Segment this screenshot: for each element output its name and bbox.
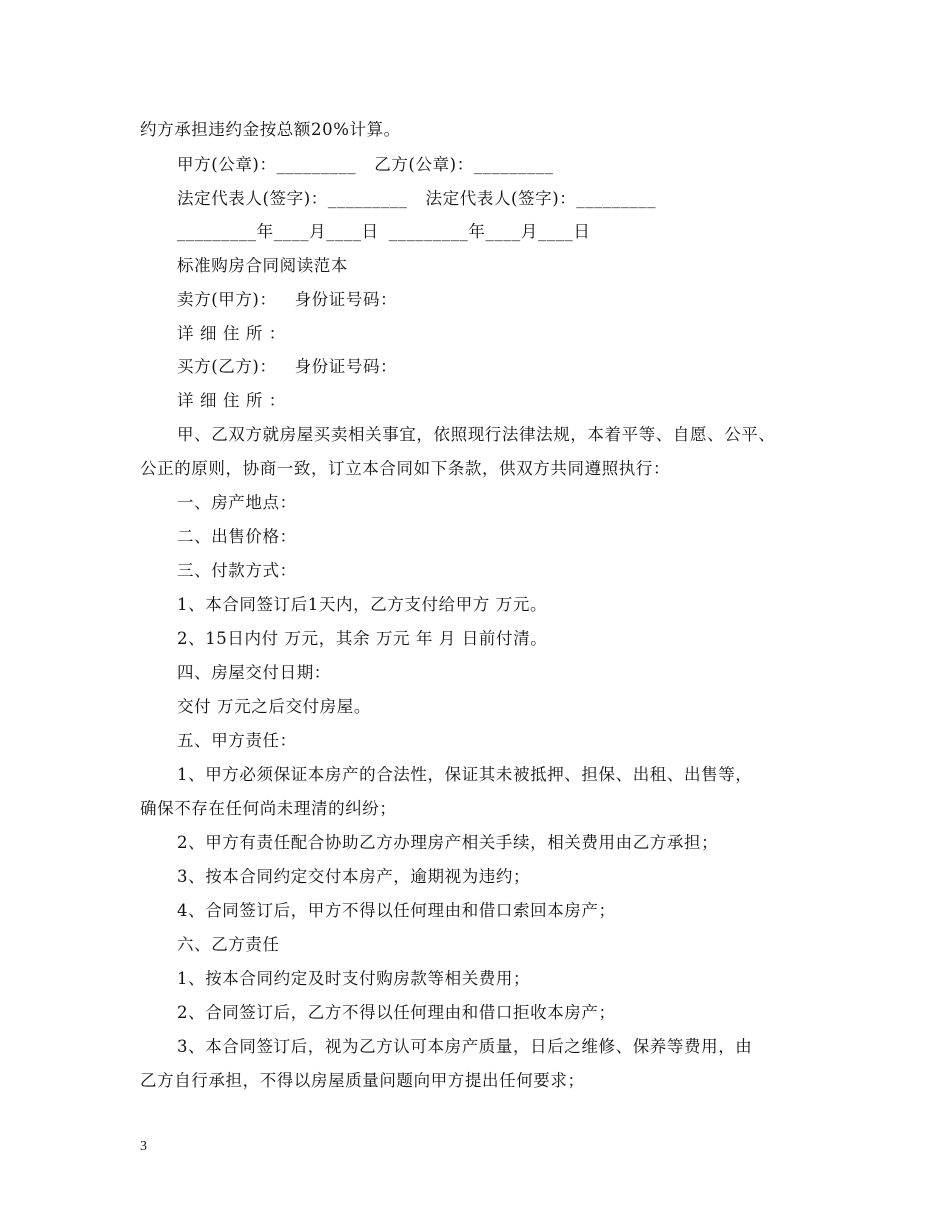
text-line: 公正的原则，协商一致，订立本合同如下条款，供双方共同遵照执行：: [140, 459, 671, 478]
seller-address: 详 细 住 所 ：: [177, 324, 286, 343]
text-line: 1、本合同签订后1天内，乙方支付给甲方 万元。: [177, 595, 548, 614]
text-line: 1、按本合同约定及时支付购房款等相关费用；: [177, 969, 531, 988]
text-line: 2、甲方有责任配合协助乙方办理房产相关手续，相关费用由乙方承担；: [177, 833, 719, 852]
page-number: 3: [140, 1139, 147, 1154]
party-b-representative: 法定代表人(签字)：_________: [425, 189, 657, 208]
party-b-seal: 乙方(公章)：_________: [374, 155, 554, 174]
text-line: 交付 万元之后交付房屋。: [177, 697, 371, 716]
party-a-date: _________年____月____日: [177, 222, 379, 241]
signature-line-seal: [177, 155, 553, 175]
seller-label: 卖方(甲方)：: [177, 290, 277, 309]
section-heading: 五、甲方责任：: [177, 731, 297, 750]
party-b-date: _________年____月____日: [388, 222, 591, 241]
text-line: 2、15日内付 万元，其余 万元 年 月 日前付清。: [177, 629, 548, 648]
section-heading: 二、出售价格：: [177, 527, 297, 546]
party-a-representative: 法定代表人(签字)：_________: [177, 189, 408, 208]
text-line: 3、按本合同约定交付本房产，逾期视为违约；: [177, 867, 531, 886]
section-heading: 一、房产地点：: [177, 493, 297, 512]
party-a-seal: 甲方(公章)：_________: [177, 155, 357, 174]
text-line: 甲、乙双方就房屋买卖相关事宜，依照现行法律法规，本着平等、自愿、公平、: [177, 425, 776, 444]
section-heading: 四、房屋交付日期：: [177, 663, 331, 682]
text-line: 2、合同签订后，乙方不得以任何理由和借口拒收本房产；: [177, 1003, 616, 1022]
seller-id-label: 身份证号码：: [294, 290, 398, 309]
text-line: 1、甲方必须保证本房产的合法性，保证其未被抵押、担保、出租、出售等，: [177, 765, 753, 784]
text-line: 4、合同签订后，甲方不得以任何理由和借口索回本房产；: [177, 901, 616, 920]
section-heading: 六、乙方责任: [177, 935, 280, 954]
text-line: 确保不存在任何尚未理清的纠纷；: [140, 799, 397, 818]
text-line: 约方承担违约金按总额20%计算。: [140, 120, 401, 139]
buyer-id-label: 身份证号码：: [294, 357, 398, 376]
seller-line: [177, 290, 397, 310]
contract-title: 标准购房合同阅读范本: [177, 256, 348, 275]
text-line: 3、本合同签订后，视为乙方认可本房产质量，日后之维修、保养等费用，由: [177, 1037, 753, 1056]
signature-line-date: [177, 222, 591, 242]
buyer-address: 详 细 住 所 ：: [177, 391, 286, 410]
section-heading: 三、付款方式：: [177, 561, 297, 580]
buyer-label: 买方(乙方)：: [177, 357, 277, 376]
buyer-line: [177, 357, 397, 377]
text-line: 乙方自行承担，不得以房屋质量问题向甲方提出任何要求；: [140, 1071, 585, 1090]
signature-line-representative: [177, 189, 656, 209]
